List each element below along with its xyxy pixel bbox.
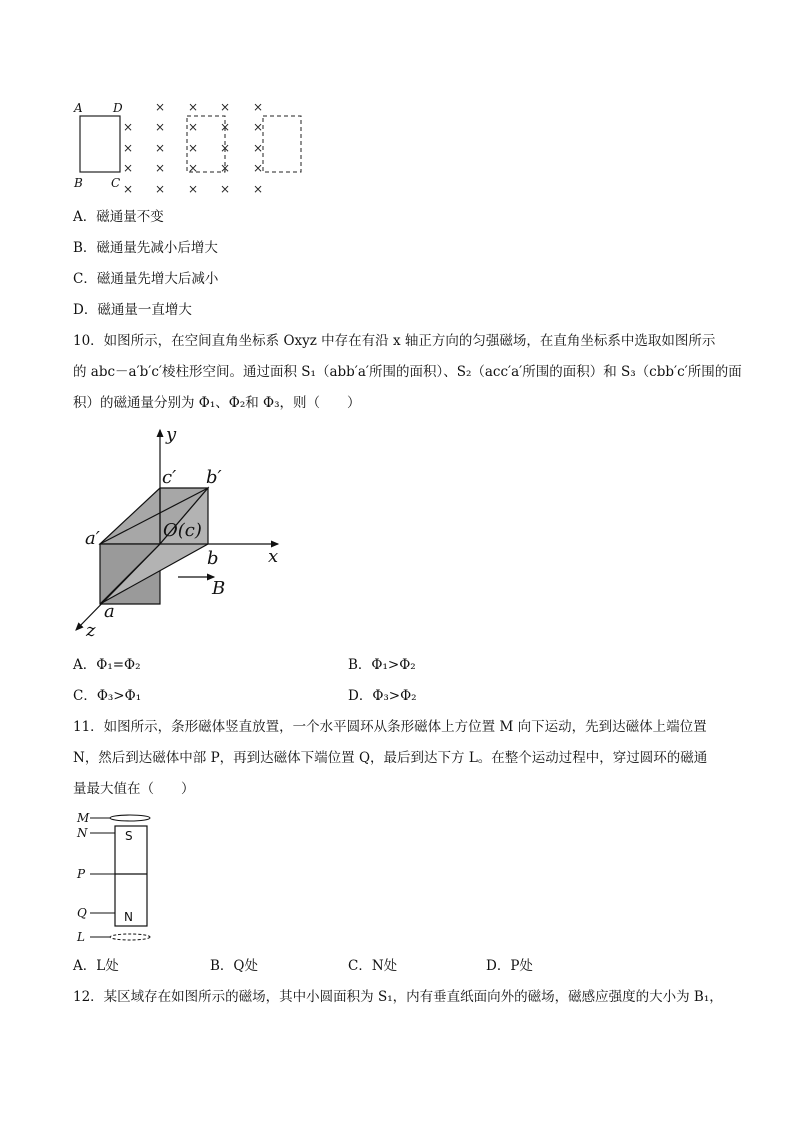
field-cross: × [253, 100, 264, 114]
q10-stem-line-2: 的 abc－a′b′c′棱柱形空间。通过面积 S₁（abb′a′所围的面积）、S₂（acc′a′所围的面积）和 S₃（cbb′c′所围的面 [73, 364, 742, 380]
q11-ring-at-l [110, 934, 150, 940]
field-cross: × [188, 141, 199, 155]
q10-label-origin: O(c) [163, 520, 202, 541]
q11-option-b[interactable]: B．Q处 [210, 958, 258, 974]
field-cross: × [253, 161, 264, 175]
q9-option-d[interactable]: D．磁通量一直增大 [73, 302, 192, 318]
field-cross: × [220, 182, 231, 196]
q10-label-b-prime: b′ [206, 467, 222, 488]
field-cross: × [155, 141, 166, 155]
field-cross: × [188, 161, 199, 175]
q10-label-y: y [166, 424, 177, 445]
q10-label-c-prime: c′ [162, 467, 177, 488]
field-cross: × [220, 120, 231, 134]
q11-option-c[interactable]: C．N处 [348, 958, 398, 974]
field-cross: × [123, 120, 134, 134]
q11-stem-line-3: 量最大值在（ ） [73, 781, 195, 797]
field-cross: × [220, 141, 231, 155]
field-cross: × [253, 182, 264, 196]
q11-label-q: Q [77, 906, 87, 920]
field-cross: × [123, 141, 134, 155]
field-cross: × [220, 100, 231, 114]
q9-label-C: C [111, 176, 121, 190]
q11-label-m: M [77, 811, 90, 825]
q9-option-a[interactable]: A．磁通量不变 [73, 209, 164, 225]
field-cross: × [188, 100, 199, 114]
q10-label-z: z [86, 620, 96, 641]
q11-label-l: L [77, 930, 85, 944]
field-cross: × [253, 141, 264, 155]
q10-option-d[interactable]: D．Φ₃>Φ₂ [348, 688, 417, 704]
q10-option-a[interactable]: A．Φ₁=Φ₂ [73, 657, 141, 673]
q9-label-B: B [74, 176, 83, 190]
field-cross: × [188, 120, 199, 134]
q10-stem-line-1: 10．如图所示，在空间直角坐标系 Oxyz 中存在有沿 x 轴正方向的匀强磁场，在直角坐标系中选取如图所示 [73, 333, 716, 349]
field-cross: × [123, 182, 134, 196]
q11-pole-n: N [124, 910, 133, 924]
field-cross: × [123, 161, 134, 175]
q9-label-A: A [74, 101, 83, 115]
q11-label-p: P [77, 867, 86, 881]
q9-label-D: D [113, 101, 123, 115]
field-cross: × [220, 161, 231, 175]
field-cross: × [155, 161, 166, 175]
q11-option-d[interactable]: D．P处 [486, 958, 533, 974]
q10-label-b: b [207, 548, 219, 569]
q11-label-n: N [77, 826, 88, 840]
field-cross: × [253, 120, 264, 134]
q9-option-b[interactable]: B．磁通量先减小后增大 [73, 240, 218, 256]
q10-stem-line-3: 积）的磁通量分别为 Φ₁、Φ₂和 Φ₃，则（ ） [73, 395, 361, 411]
q11-pole-s: S [125, 829, 133, 843]
q9-option-c[interactable]: C．磁通量先增大后减小 [73, 271, 219, 287]
q10-option-c[interactable]: C．Φ₃>Φ₁ [73, 688, 142, 704]
q11-stem-line-2: N，然后到达磁体中部 P，再到达磁体下端位置 Q，最后到达下方 L。在整个运动过程中，穿过圆环的磁通 [73, 750, 708, 766]
field-cross: × [155, 100, 166, 114]
field-cross: × [155, 120, 166, 134]
q10-label-x: x [268, 546, 279, 567]
q10-label-B: B [212, 578, 226, 599]
q10-option-b[interactable]: B．Φ₁>Φ₂ [348, 657, 416, 673]
q11-option-a[interactable]: A．L处 [73, 958, 119, 974]
q11-ring-at-m [110, 815, 150, 821]
q11-stem-line-1: 11．如图所示，条形磁体竖直放置，一个水平圆环从条形磁体上方位置 M 向下运动，先到达磁体上端位置 [73, 719, 707, 735]
field-cross: × [155, 182, 166, 196]
field-cross: × [188, 182, 199, 196]
q12-stem-line-1: 12．某区域存在如图所示的磁场，其中小圆面积为 S₁，内有垂直纸面向外的磁场，磁感应强度的大小为 B₁， [73, 989, 723, 1005]
q10-label-a-prime: a′ [85, 528, 100, 549]
q10-label-a: a [104, 601, 115, 622]
